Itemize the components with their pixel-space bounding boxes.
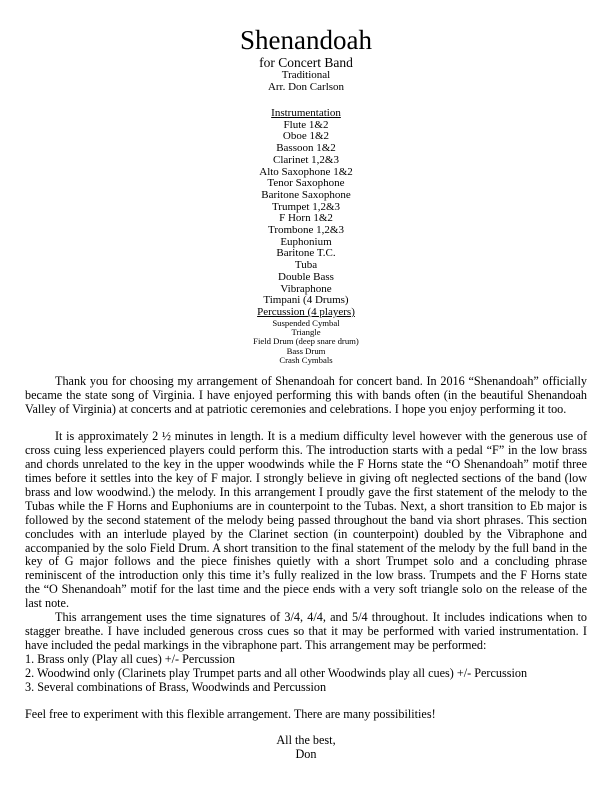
instrument-item: Alto Saxophone 1&2 — [259, 165, 353, 178]
performance-option: 3. Several combinations of Brass, Woodwinds and Percussion — [25, 679, 327, 694]
instrument-item: F Horn 1&2 — [279, 212, 333, 225]
header — [0, 0, 612, 93]
instrumentation-heading: Instrumentation — [271, 107, 341, 119]
instrument-item: Flute 1&2 — [283, 118, 329, 131]
performance-option: 2. Woodwind only (Clarinets play Trumpet parts and all other Woodwinds play all cues) +/- Percussion — [25, 665, 528, 680]
instrument-item: Trombone 1,2&3 — [268, 224, 344, 237]
paragraph-performance-notes: This arrangement uses the time signatures of 3/4, 4/4, and 5/4 throughout. It includes indications when to stagger breathe. I have included generous cross cues so that it may be performed with varied instrumentation. I have included the pedal markings in the vibraphone part. This arrangement may be performed: — [25, 610, 587, 652]
closing-line: Feel free to experiment with this flexible arrangement. There are many possibilities! — [25, 707, 436, 722]
instrument-item: Clarinet 1,2&3 — [273, 153, 339, 166]
instrument-item: Baritone Saxophone — [261, 188, 351, 201]
subtitle: for Concert Band — [259, 55, 353, 70]
instrumentation-section — [0, 108, 612, 366]
paragraph-description: It is approximately 2 ½ minutes in length. It is a medium difficulty level however with the generous use of cross cuing less experienced players could perform this. The introduction starts with a pedal “F” in the low brass and chords unrelated to the key in the upper woodwinds while the F Horns state the “O Shenandoah” motif three times before it settles into the key of F major. I strongly believe in giving oft neglected sections of the band (low brass and low woodwind.) the melody. In this arrangement I proudly gave the first statement of the melody to the Tubas while the F Horns and Euphoniums are in counterpoint to the Tubas. Next, a short transition to Eb major is followed by the second statement of the melody being passed throughout the band via short phrases. This section concludes with an interlude played by the Clarinet section (in counterpoint) doubled by the Vibraphone and accompanied by the solo Field Drum. A short transition to the final statement of the melody by the full band in the key of G major follows and the piece finishes quietly with a short Trumpet solo and a concluding phrase reminiscent of the introduction only this time it’s fully realized in the low brass. Trumpets and the F Horns state the “O Shenandoah” motif for the last time and the piece ends with a very soft triangle solo on the release of the last note. — [25, 429, 587, 611]
percussion-item: Crash Cymbals — [279, 355, 333, 366]
paragraph-thanks: Thank you for choosing my arrangement of Shenandoah for concert band. In 2016 “Shenandoah” officially became the state song of Virginia. I have enjoyed performing this with bands often (in the beautiful Shenandoah Valley of Virginia) at concerts and at patriotic ceremonies and celebrations. I hope you enjoy performing it too. — [25, 373, 587, 416]
instrument-item: Timpani (4 Drums) — [263, 294, 349, 307]
instrument-item: Baritone T.C. — [276, 247, 336, 260]
percussion-item: Field Drum (deep snare drum) — [253, 336, 359, 347]
signoff-valediction: All the best, — [276, 733, 336, 748]
arranger-credit: Arr. Don Carlson — [267, 80, 345, 93]
performance-option: 1. Brass only (Play all cues) +/- Percussion — [25, 651, 235, 666]
percussion-item: Suspended Cymbal — [272, 317, 340, 328]
instrument-item: Tenor Saxophone — [267, 177, 345, 190]
signoff — [0, 734, 612, 762]
instrument-item: Vibraphone — [280, 282, 332, 295]
instrument-item: Trumpet 1,2&3 — [271, 200, 341, 213]
instrument-item: Tuba — [294, 259, 318, 272]
page-title: Shenandoah — [240, 25, 372, 55]
program-notes-body — [25, 375, 587, 723]
instrument-item: Double Bass — [278, 270, 334, 283]
percussion-item: Triangle — [291, 327, 321, 338]
instrument-item: Oboe 1&2 — [282, 130, 330, 143]
percussion-item: Bass Drum — [286, 345, 326, 356]
signoff-name: Don — [295, 747, 317, 762]
instrument-item: Bassoon 1&2 — [276, 142, 336, 155]
percussion-heading: Percussion (4 players) — [257, 305, 355, 318]
tradition-credit: Traditional — [281, 69, 331, 81]
instrument-item: Euphonium — [280, 235, 332, 248]
